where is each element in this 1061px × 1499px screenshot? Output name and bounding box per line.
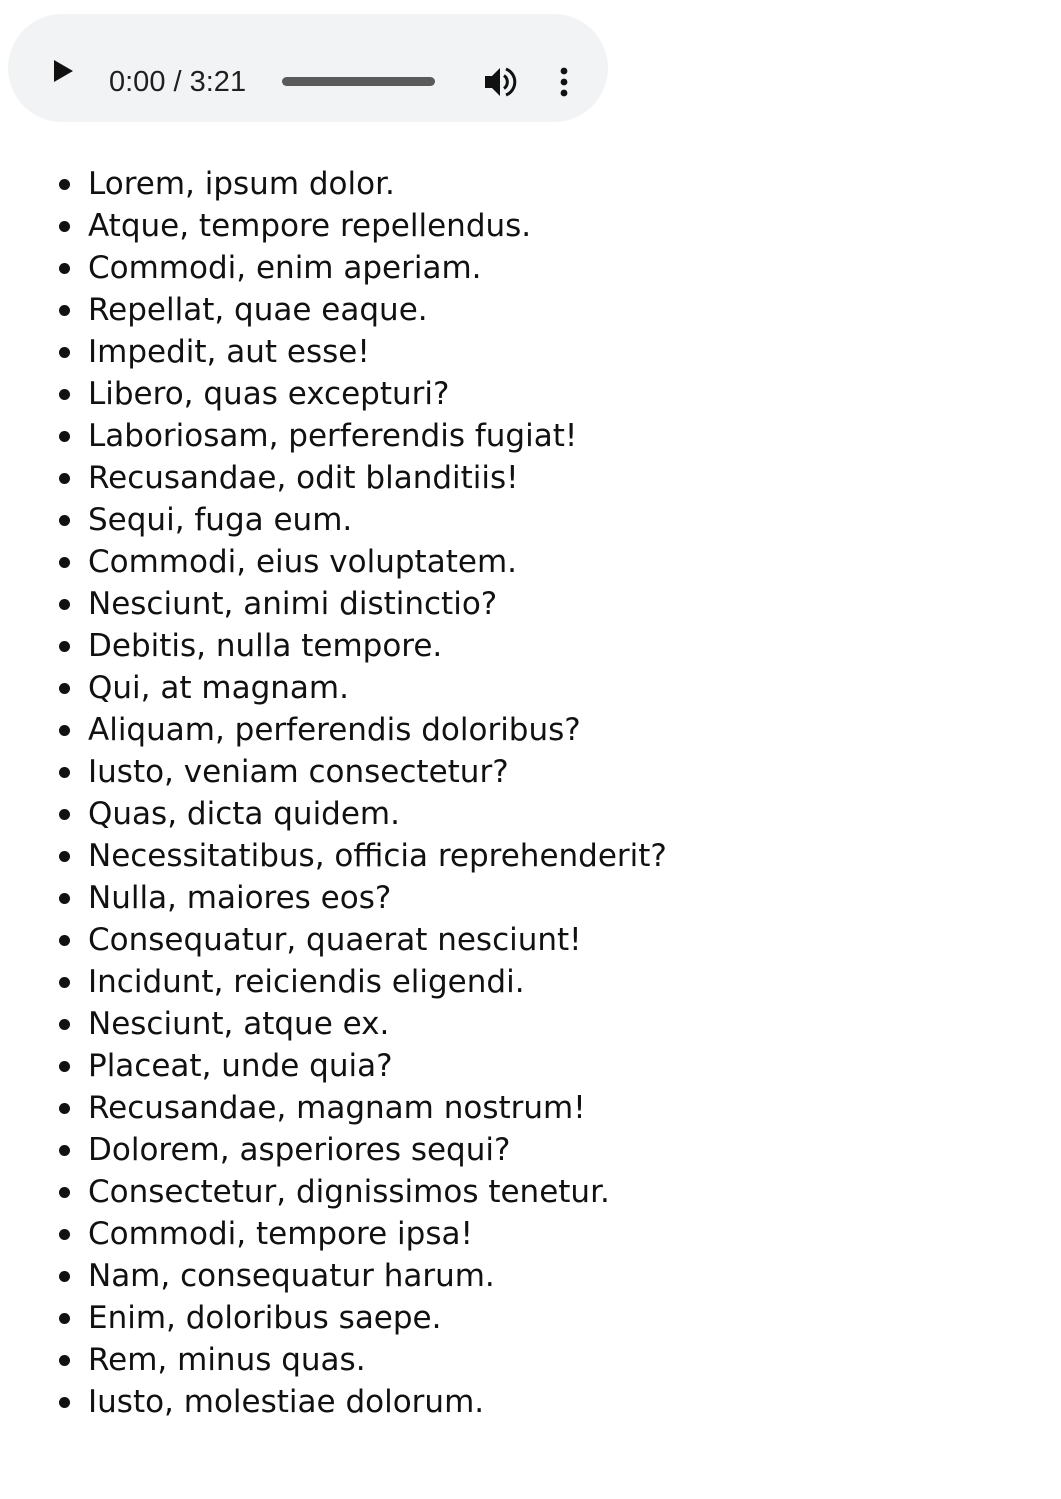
list-item-text: Consectetur, dignissimos tenetur.	[88, 1174, 610, 1210]
time-separator: /	[165, 66, 190, 98]
list-item	[0, 1129, 667, 1171]
bullet-icon	[59, 935, 70, 946]
list-item-text: Impedit, aut esse!	[88, 334, 370, 370]
list-item	[0, 457, 667, 499]
list-item	[0, 331, 667, 373]
bullet-icon	[59, 1229, 70, 1240]
bullet-icon	[59, 1271, 70, 1282]
bullet-icon	[59, 1145, 70, 1156]
list-item	[0, 373, 667, 415]
list-item	[0, 835, 667, 877]
audio-player	[8, 14, 608, 122]
list-item	[0, 415, 667, 457]
list-item-text: Repellat, quae eaque.	[88, 292, 428, 328]
list-item	[0, 793, 667, 835]
list-item	[0, 1297, 667, 1339]
list-item-text: Quas, dicta quidem.	[88, 796, 400, 832]
list-item	[0, 667, 667, 709]
list-item	[0, 1339, 667, 1381]
list-item-text: Lorem, ipsum dolor.	[88, 166, 395, 202]
list-item-text: Laboriosam, perferendis fugiat!	[88, 418, 578, 454]
list-item	[0, 1255, 667, 1297]
list-item	[0, 919, 667, 961]
list-item	[0, 625, 667, 667]
list-item	[0, 583, 667, 625]
bullet-icon	[59, 347, 70, 358]
bullet-icon	[59, 599, 70, 610]
list-item	[0, 709, 667, 751]
bullet-icon	[59, 683, 70, 694]
bullet-icon	[59, 263, 70, 274]
bullet-icon	[59, 179, 70, 190]
bullet-icon	[59, 725, 70, 736]
bullet-icon	[59, 851, 70, 862]
bullet-icon	[59, 641, 70, 652]
bullet-icon	[59, 767, 70, 778]
list-item-text: Necessitatibus, officia reprehenderit?	[88, 838, 667, 874]
volume-icon[interactable]	[482, 64, 518, 100]
list-item	[0, 499, 667, 541]
duration: 3:21	[189, 66, 247, 98]
list-item	[0, 1003, 667, 1045]
list-item	[0, 1381, 667, 1423]
bullet-icon	[59, 1313, 70, 1324]
bullet-icon	[59, 557, 70, 568]
list-item	[0, 1045, 667, 1087]
list-item-text: Iusto, veniam consectetur?	[88, 754, 509, 790]
play-icon[interactable]	[50, 58, 76, 84]
bullet-icon	[59, 305, 70, 316]
list-item	[0, 1213, 667, 1255]
bullet-icon	[59, 1355, 70, 1366]
list-item-text: Commodi, enim aperiam.	[88, 250, 482, 286]
list-item	[0, 751, 667, 793]
list-item-text: Commodi, eius voluptatem.	[88, 544, 517, 580]
list-item-text: Nam, consequatur harum.	[88, 1258, 495, 1294]
list-item-text: Qui, at magnam.	[88, 670, 349, 706]
list-item-text: Dolorem, asperiores sequi?	[88, 1132, 511, 1168]
list-item-text: Nesciunt, atque ex.	[88, 1006, 390, 1042]
list-item-text: Commodi, tempore ipsa!	[88, 1216, 473, 1252]
list-item-text: Recusandae, odit blanditiis!	[88, 460, 519, 496]
list-item-text: Nulla, maiores eos?	[88, 880, 392, 916]
list-item	[0, 247, 667, 289]
list-item-text: Libero, quas excepturi?	[88, 376, 450, 412]
bullet-icon	[59, 515, 70, 526]
list-item	[0, 1087, 667, 1129]
list-item-text: Incidunt, reiciendis eligendi.	[88, 964, 525, 1000]
list-item	[0, 163, 667, 205]
list-item	[0, 961, 667, 1003]
list-item-text: Debitis, nulla tempore.	[88, 628, 443, 664]
list-item-text: Aliquam, perferendis doloribus?	[88, 712, 581, 748]
list-item-text: Placeat, unde quia?	[88, 1048, 393, 1084]
list-item	[0, 877, 667, 919]
list-item-text: Atque, tempore repellendus.	[88, 208, 532, 244]
list-item-text: Rem, minus quas.	[88, 1342, 366, 1378]
list-item-text: Recusandae, magnam nostrum!	[88, 1090, 586, 1126]
list-item-text: Enim, doloribus saepe.	[88, 1300, 442, 1336]
bullet-icon	[59, 431, 70, 442]
bullet-icon	[59, 893, 70, 904]
list-item-text: Consequatur, quaerat nesciunt!	[88, 922, 582, 958]
bullet-icon	[59, 1019, 70, 1030]
list-item	[0, 205, 667, 247]
bullet-icon	[59, 1061, 70, 1072]
list-item	[0, 541, 667, 583]
list-item-text: Sequi, fuga eum.	[88, 502, 353, 538]
bullet-icon	[59, 809, 70, 820]
seek-slider[interactable]	[282, 77, 435, 86]
more-vertical-icon[interactable]	[552, 64, 576, 100]
time-readout	[109, 64, 246, 100]
current-time: 0:00	[109, 66, 166, 98]
bullet-icon	[59, 1187, 70, 1198]
bullet-list	[0, 163, 667, 1423]
list-item	[0, 289, 667, 331]
list-item	[0, 1171, 667, 1213]
list-item-text: Iusto, molestiae dolorum.	[88, 1384, 485, 1420]
bullet-icon	[59, 1397, 70, 1408]
bullet-icon	[59, 221, 70, 232]
bullet-icon	[59, 473, 70, 484]
bullet-icon	[59, 389, 70, 400]
bullet-icon	[59, 977, 70, 988]
list-item-text: Nesciunt, animi distinctio?	[88, 586, 498, 622]
bullet-icon	[59, 1103, 70, 1114]
